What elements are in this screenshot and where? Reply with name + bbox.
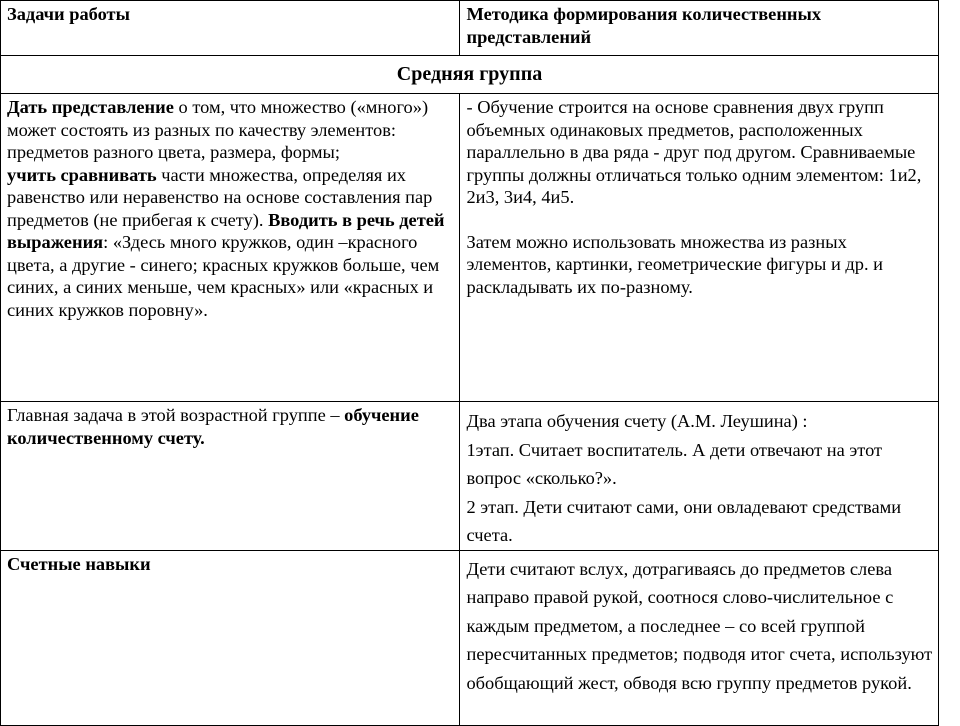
section-title-cell xyxy=(1,56,939,94)
row2-text-1: Главная задача в этой возрастной группе – xyxy=(7,405,345,425)
row2-methodology-cell xyxy=(460,402,939,551)
row2-line-3: 2 этап. Дети считают сами, они овладевают средствами счета. xyxy=(466,496,902,545)
table-header-row xyxy=(1,1,939,56)
row3-methodology-cell xyxy=(460,550,939,725)
row2-methodology-text xyxy=(460,402,938,550)
row1-methodology-cell xyxy=(460,94,939,402)
row1-bold-3: Вводить в речь детей выражения xyxy=(7,209,445,252)
row2-line-2: 1этап. Считает воспитатель. А дети отвечают на этот вопрос «сколько?». xyxy=(466,439,883,488)
row1-methodology-para-2: Затем можно использовать множества из разных элементов, картинки, геометрические фигуры и др. и раскладывать их по-разному. xyxy=(466,231,884,297)
header-cell-methodology xyxy=(460,1,939,56)
paragraph-gap xyxy=(466,209,934,231)
row2-tasks-cell xyxy=(1,402,460,551)
row2-bold-1: обучение количественному счету. xyxy=(7,405,419,448)
header-tasks-text: Задачи работы xyxy=(7,4,130,24)
row1-text-1: о том, что множество («много») может состоять из разных по качеству элементов: предметов разного цвета, размера, формы; xyxy=(7,97,429,162)
row1-text-2: части множества, определяя их равенство или неравенство на основе составления пар предметов (не прибегая к счету). xyxy=(7,164,433,230)
header-cell-tasks xyxy=(1,1,460,56)
row2-tasks-text xyxy=(1,402,459,449)
row3-bold-1: Счетные навыки xyxy=(7,553,151,574)
section-title: Средняя группа xyxy=(396,63,543,86)
row3-tasks-cell xyxy=(1,550,460,725)
row3-tasks-text xyxy=(1,551,459,576)
row1-text-3: : «Здесь много кружков, один –красного цвета, а другие - синего; красных кружков больше, чем синих, а синих меньше, чем красных» или «красных и синих кружков поровну». xyxy=(7,232,440,320)
row1-methodology-para-1: - Обучение строится на основе сравнения двух групп объемных одинаковых предметов, расположенных параллельно в два ряда - друг под другом. Сравниваемые группы должны отличаться только одним элементом: 1и2, 2и3, 3и4, 4и5. xyxy=(466,97,922,207)
table-row xyxy=(1,402,939,551)
row1-bold-1: Дать представление xyxy=(7,97,174,117)
table-row xyxy=(1,550,939,725)
table-row xyxy=(1,94,939,402)
header-methodology-text: Методика формирования количественных представлений xyxy=(466,4,822,47)
row1-tasks-cell xyxy=(1,94,460,402)
row1-bold-2: учить сравнивать xyxy=(7,164,157,185)
row2-line-1: Два этапа обучения счету (А.М. Леушина) : xyxy=(466,411,808,431)
section-row xyxy=(1,56,939,94)
row1-tasks-text xyxy=(1,94,459,321)
row1-methodology-text xyxy=(460,94,938,298)
row3-methodology-text: Дети считают вслух, дотрагиваясь до предметов слева направо правой рукой, соотнося слово-числительное с каждым предметом, а последнее – со всей группой пересчитанных предметов; подводя итог счета, используют обобщающий жест, обводя всю группу предметов рукой. xyxy=(466,558,933,693)
